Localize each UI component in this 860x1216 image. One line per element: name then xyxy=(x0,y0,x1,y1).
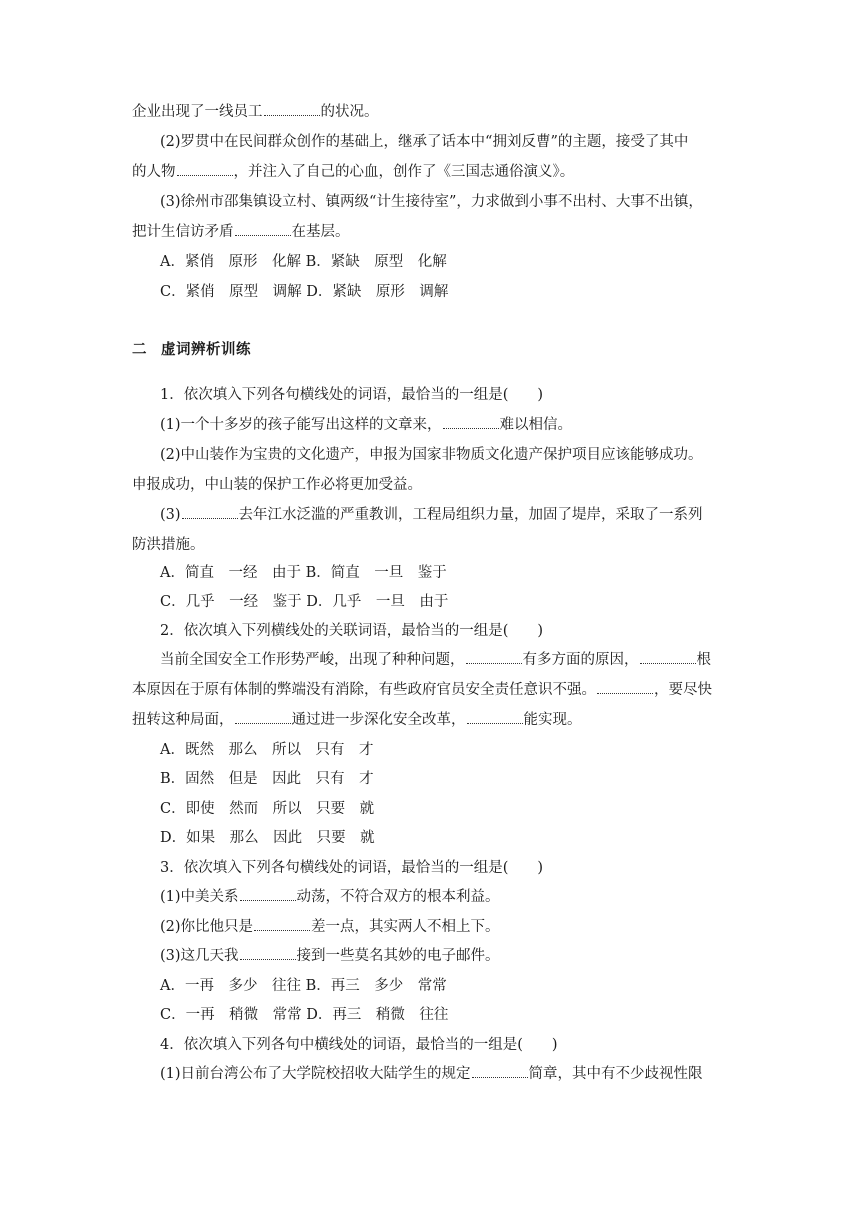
fill-blank xyxy=(443,416,499,429)
text-line: 扭转这种局面， 通过进一步深化安全改革， 能实现。 xyxy=(132,712,582,728)
text-line: (3) 去年江水泛滥的严重教训，工程局组织力量，加固了堤岸，采取了一系列 xyxy=(160,507,703,523)
fill-blank xyxy=(177,163,233,176)
option-line: B．固然 但是 因此 只有 才 xyxy=(160,771,374,787)
question-line: 2．依次填入下列横线处的关联词语，最恰当的一组是( ) xyxy=(160,623,544,639)
text-line: (3)徐州市邵集镇设立村、镇两级“计生接待室”，力求做到小事不出村、大事不出镇， xyxy=(160,194,703,210)
text-line: (2)罗贯中在民间群众创作的基础上，继承了话本中“拥刘反曹”的主题，接受了其中 xyxy=(160,134,689,150)
fill-blank xyxy=(235,223,291,236)
fill-blank xyxy=(597,681,653,694)
fill-blank xyxy=(254,918,310,931)
text-line: (2)中山装作为宝贵的文化遗产，申报为国家非物质文化遗产保护项目应该能够成功。 xyxy=(160,447,703,463)
fill-blank xyxy=(240,947,296,960)
text-line: 企业出现了一线员工 的状况。 xyxy=(132,104,379,120)
text-line: 把计生信访矛盾 在基层。 xyxy=(132,224,350,240)
fill-blank xyxy=(466,651,522,664)
text-line: 防洪措施。 xyxy=(132,537,205,553)
text-line: (2)你比他只是 差一点，其实两人不相上下。 xyxy=(160,919,500,935)
option-line: C．紧俏 原型 调解 D．紧缺 原形 调解 xyxy=(160,284,449,300)
fill-blank xyxy=(467,711,523,724)
fill-blank xyxy=(264,103,320,116)
fill-blank xyxy=(235,711,291,724)
question-line: 4．依次填入下列各句中横线处的词语，最恰当的一组是( ) xyxy=(160,1037,558,1053)
fill-blank xyxy=(472,1065,528,1078)
section-heading: 二 虚词辨析训练 xyxy=(132,341,251,358)
option-line: A．一再 多少 往往 B．再三 多少 常常 xyxy=(160,978,447,994)
text-line: 本原因在于原有体制的弊端没有消除，有些政府官员安全责任意识不强。 ，要尽快 xyxy=(132,682,712,698)
option-line: A．简直 一经 由于 B．简直 一旦 鉴于 xyxy=(160,565,447,581)
text-line: (1)一个十多岁的孩子能写出这样的文章来， 难以相信。 xyxy=(160,417,573,433)
text-line: 申报成功，中山装的保护工作必将更加受益。 xyxy=(132,477,422,493)
option-line: D．如果 那么 因此 只要 就 xyxy=(160,830,375,846)
text-line: 的人物 ，并注入了自己的心血，创作了《三国志通俗演义》。 xyxy=(132,164,575,180)
fill-blank xyxy=(182,506,238,519)
option-line: C．一再 稍微 常常 D．再三 稍微 往往 xyxy=(160,1007,449,1023)
option-line: C．几乎 一经 鉴于 D．几乎 一旦 由于 xyxy=(160,594,449,610)
question-line: 1．依次填入下列各句横线处的词语，最恰当的一组是( ) xyxy=(160,387,544,403)
option-line: A．既然 那么 所以 只有 才 xyxy=(160,742,374,758)
option-line: A．紧俏 原形 化解 B．紧缺 原型 化解 xyxy=(160,254,447,270)
text-line: (1)日前台湾公布了大学院校招收大陆学生的规定 简章，其中有不少歧视性限 xyxy=(160,1066,703,1082)
text-line: (3)这几天我 接到一些莫名其妙的电子邮件。 xyxy=(160,948,500,964)
text-line: 当前全国安全工作形势严峻，出现了种种问题， 有多方面的原因， 根 xyxy=(160,652,711,668)
fill-blank xyxy=(640,651,696,664)
text-line: (1)中美关系 动荡，不符合双方的根本利益。 xyxy=(160,889,500,905)
fill-blank xyxy=(240,888,296,901)
option-line: C．即使 然而 所以 只要 就 xyxy=(160,801,375,817)
question-line: 3．依次填入下列各句横线处的词语，最恰当的一组是( ) xyxy=(160,860,544,876)
